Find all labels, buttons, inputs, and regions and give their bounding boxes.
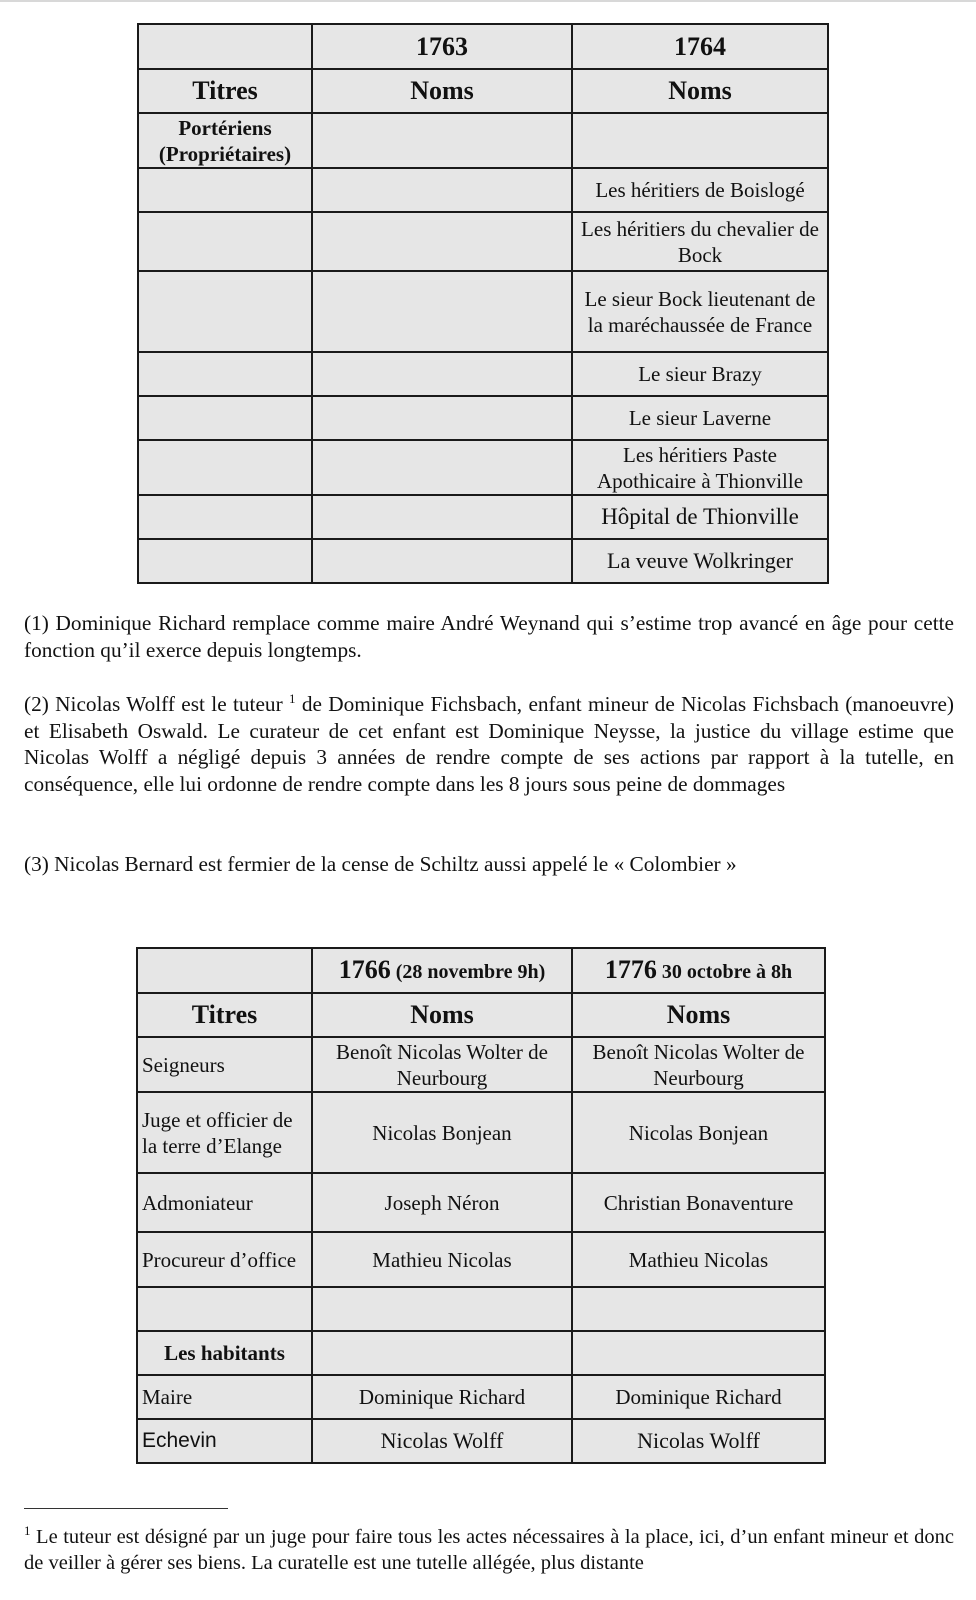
table-row — [137, 1375, 825, 1419]
note-2-rest: de Dominique Fichsbach, enfant mineur de Nicolas Fichsbach (manoeuvre) et Elisabeth Oswald. Le curateur de cet enfant est Dominique Neysse, la justice du village estime que Nicolas Wolff a négligé depuis 3 années de rendre compte de ses actions par rapport à la tutelle, en conséquence, elle lui ordonne de rendre compte dans les 8 jours sous peine de dommages — [24, 692, 954, 796]
names-header-1776: Noms — [572, 993, 825, 1037]
cell-1763 — [312, 396, 572, 440]
table-row — [138, 396, 828, 440]
year-1776-detail: 30 octobre à 8h — [656, 960, 793, 983]
row-title: Maire — [137, 1375, 312, 1419]
footnote — [24, 1524, 954, 1576]
year-1764-header: 1764 — [572, 24, 828, 69]
empty-corner-cell — [138, 24, 312, 69]
cell-1776: Mathieu Nicolas — [572, 1232, 825, 1287]
row-title: Seigneurs — [137, 1037, 312, 1092]
table-row — [138, 539, 828, 583]
names-header-1763: Noms — [312, 69, 572, 113]
cell-1764: La veuve Wolkringer — [572, 539, 828, 583]
table-row — [137, 1037, 825, 1092]
footnote-reference[interactable]: 1 — [289, 690, 296, 706]
cell-1763 — [312, 539, 572, 583]
cell-1776: Nicolas Wolff — [572, 1419, 825, 1463]
cell-1776 — [572, 1287, 825, 1331]
table-header-years — [137, 948, 825, 993]
table-row — [137, 1419, 825, 1463]
year-1766-header — [312, 948, 572, 993]
table-header-columns — [137, 993, 825, 1037]
year-1763-header: 1763 — [312, 24, 572, 69]
row-title — [138, 396, 312, 440]
row-title: Echevin — [137, 1419, 312, 1463]
cell-1763 — [312, 352, 572, 396]
row-title: Admoniateur — [137, 1173, 312, 1232]
cell-1763 — [312, 495, 572, 539]
note-3: (3) Nicolas Bernard est fermier de la cense de Schiltz aussi appelé le « Colombier » — [24, 852, 737, 876]
titles-header: Titres — [138, 69, 312, 113]
cell-1776: Nicolas Bonjean — [572, 1092, 825, 1173]
table-row — [138, 212, 828, 271]
table-row — [137, 1331, 825, 1375]
empty-corner-cell — [137, 948, 312, 993]
row-title — [138, 271, 312, 352]
table-header-columns — [138, 69, 828, 113]
cell-1766 — [312, 1331, 572, 1375]
row-title — [138, 212, 312, 271]
table-row — [138, 352, 828, 396]
row-title — [137, 1287, 312, 1331]
table-header-years — [138, 24, 828, 69]
cell-1764: Le sieur Laverne — [572, 396, 828, 440]
footnote-number: 1 — [24, 1523, 31, 1539]
table-row — [138, 168, 828, 212]
names-header-1764: Noms — [572, 69, 828, 113]
row-title — [138, 539, 312, 583]
cell-1776: Christian Bonaventure — [572, 1173, 825, 1232]
row-title — [138, 440, 312, 495]
cell-1766: Nicolas Bonjean — [312, 1092, 572, 1173]
titles-header: Titres — [137, 993, 312, 1037]
cell-1766: Dominique Richard — [312, 1375, 572, 1419]
note-2-start: (2) Nicolas Wolff est le tuteur — [24, 692, 289, 716]
row-title — [138, 495, 312, 539]
row-title — [138, 168, 312, 212]
row-title: Les habitants — [137, 1331, 312, 1375]
cell-1766: Benoît Nicolas Wolter de Neurbourg — [312, 1037, 572, 1092]
top-border-line — [0, 0, 976, 2]
note-1: (1) Dominique Richard remplace comme maire André Weynand qui s’estime trop avancé en âge pour cette fonction qu’il exerce depuis longtemps. — [24, 611, 954, 662]
row-title: Procureur d’office — [137, 1232, 312, 1287]
cell-1764: Le sieur Brazy — [572, 352, 828, 396]
year-1766-detail: (28 novembre 9h) — [390, 960, 546, 983]
cell-1776: Benoît Nicolas Wolter de Neurbourg — [572, 1037, 825, 1092]
cell-1764 — [572, 113, 828, 168]
cell-1763 — [312, 168, 572, 212]
cell-1766: Nicolas Wolff — [312, 1419, 572, 1463]
footnote-separator — [24, 1508, 228, 1509]
cell-1764: Les héritiers de Boislogé — [572, 168, 828, 212]
cell-1766: Joseph Néron — [312, 1173, 572, 1232]
cell-1763 — [312, 271, 572, 352]
table-row — [137, 1173, 825, 1232]
table-row — [137, 1287, 825, 1331]
cell-1764: Le sieur Bock lieutenant de la maréchaussée de France — [572, 271, 828, 352]
cell-1764: Hôpital de Thionville — [572, 495, 828, 539]
cell-1766 — [312, 1287, 572, 1331]
note-2 — [24, 691, 954, 797]
row-title: Juge et officier de la terre d’Elange — [137, 1092, 312, 1173]
table-row — [138, 271, 828, 352]
cell-1763 — [312, 440, 572, 495]
table-row — [138, 113, 828, 168]
footnote-text: Le tuteur est désigné par un juge pour faire tous les actes nécessaires à la place, ici, d’un enfant mineur et donc de veiller à gérer ses biens. La curatelle est une tutelle allégée, plus distante — [24, 1526, 954, 1574]
table-1763-1764 — [137, 23, 829, 584]
cell-1764: Les héritiers du chevalier de Bock — [572, 212, 828, 271]
cell-1764: Les héritiers Paste Apothicaire à Thionville — [572, 440, 828, 495]
table-row — [138, 495, 828, 539]
table-row — [137, 1232, 825, 1287]
row-title — [138, 352, 312, 396]
cell-1763 — [312, 113, 572, 168]
year-1776-header — [572, 948, 825, 993]
cell-1776 — [572, 1331, 825, 1375]
year-1776: 1776 — [604, 954, 657, 984]
cell-1763 — [312, 212, 572, 271]
row-title: Portériens (Propriétaires) — [138, 113, 312, 168]
table-row — [138, 440, 828, 495]
year-1766: 1766 — [338, 954, 391, 984]
cell-1766: Mathieu Nicolas — [312, 1232, 572, 1287]
table-1766-1776 — [136, 947, 826, 1464]
names-header-1766: Noms — [312, 993, 572, 1037]
table-row — [137, 1092, 825, 1173]
cell-1776: Dominique Richard — [572, 1375, 825, 1419]
